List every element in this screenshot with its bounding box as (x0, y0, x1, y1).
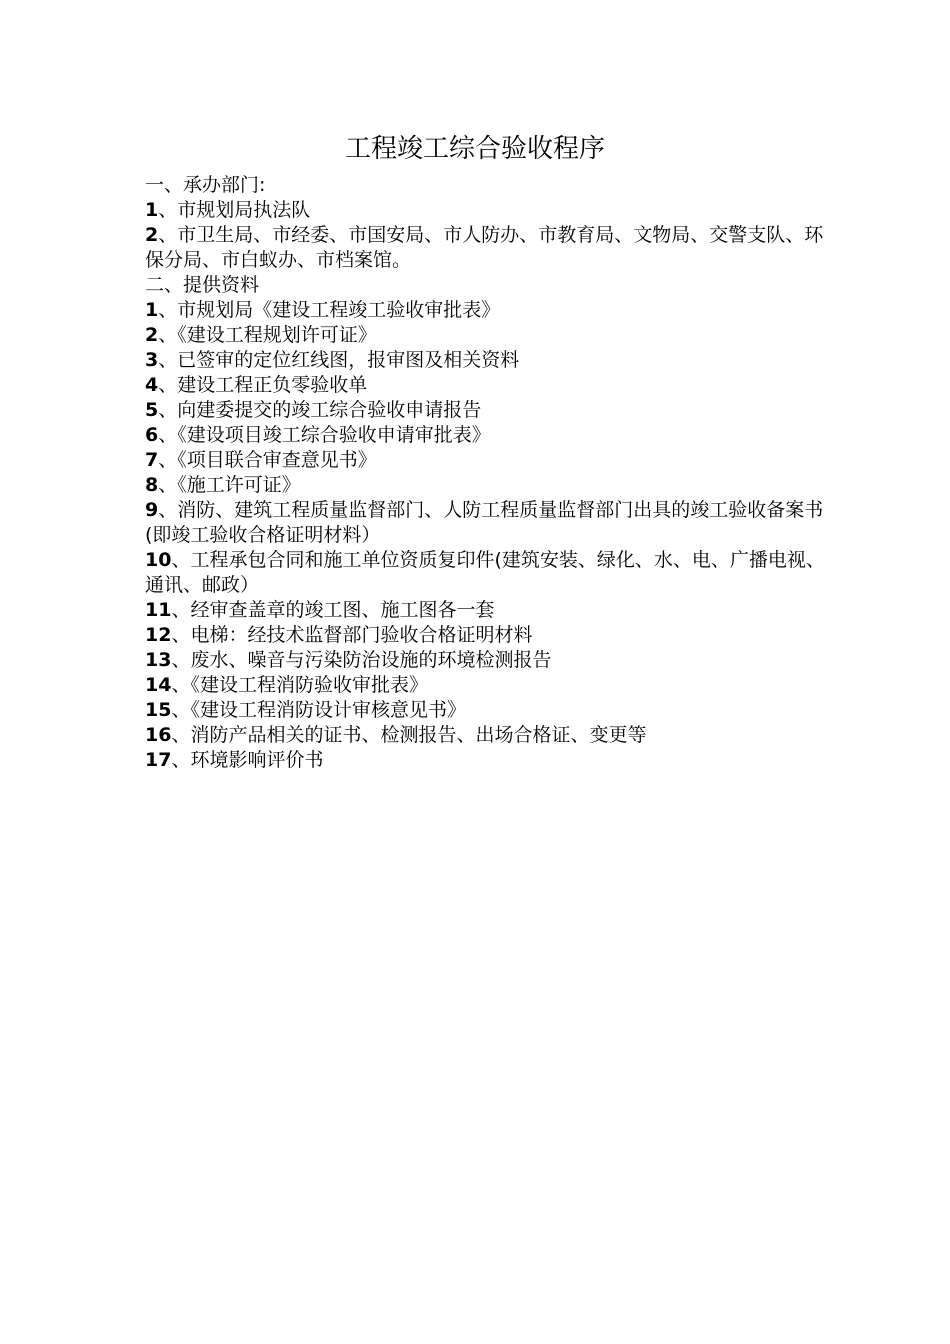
item-text: 、市卫生局、市经委、市国安局、市人防办、市教育局、文物局、交警支队、环保分局、市白蚁办、市档案馆。 (145, 224, 824, 271)
item-number: 9 (145, 499, 159, 521)
item-number: 5 (145, 399, 159, 421)
item-text: 、市规划局执法队 (158, 199, 311, 221)
list-item (145, 673, 835, 698)
item-number: 1 (145, 199, 159, 221)
item-text: 、《项目联合审查意见书》 (158, 449, 377, 471)
item-number: 3 (145, 349, 159, 371)
item-number: 16 (145, 724, 172, 746)
list-item (145, 623, 835, 648)
list-item (145, 723, 835, 748)
item-number: 17 (145, 749, 172, 771)
item-text: 、废水、噪音与污染防治设施的环境检测报告 (171, 649, 552, 671)
list-item (145, 348, 835, 373)
item-number: 2 (145, 224, 159, 246)
item-text: 、经审查盖章的竣工图、施工图各一套 (171, 599, 495, 621)
item-text: 、《建设项目竣工综合验收申请审批表》 (158, 424, 491, 446)
item-text: 、消防产品相关的证书、检测报告、出场合格证、变更等 (171, 724, 647, 746)
item-text: 、《建设工程消防验收审批表》 (171, 674, 428, 696)
item-number: 13 (145, 649, 172, 671)
list-item (145, 648, 835, 673)
list-item (145, 223, 835, 273)
item-number: 1 (145, 299, 159, 321)
item-text: 、《建设工程规划许可证》 (158, 324, 377, 346)
section1-list (145, 198, 835, 273)
list-item (145, 473, 835, 498)
item-number: 7 (145, 449, 159, 471)
item-text: 、向建委提交的竣工综合验收申请报告 (158, 399, 482, 421)
list-item (145, 323, 835, 348)
item-number: 11 (145, 599, 172, 621)
item-number: 2 (145, 324, 159, 346)
list-item (145, 448, 835, 473)
list-item (145, 598, 835, 623)
item-text: 、消防、建筑工程质量监督部门、人防工程质量监督部门出具的竣工验收备案书(即竣工验收合格证明材料） (145, 499, 824, 546)
list-item (145, 548, 835, 598)
list-item (145, 298, 835, 323)
list-item (145, 748, 835, 773)
section-heading: 二、提供资料 (145, 274, 260, 296)
item-text: 、工程承包合同和施工单位资质复印件(建筑安装、绿化、水、电、广播电视、通讯、邮政） (145, 549, 825, 596)
item-number: 4 (145, 374, 159, 396)
item-text: 、已签审的定位红线图，报审图及相关资料 (158, 349, 520, 371)
list-item (145, 198, 835, 223)
list-item (145, 498, 835, 548)
item-number: 10 (145, 549, 172, 571)
item-text: 、市规划局《建设工程竣工验收审批表》 (158, 299, 501, 321)
item-number: 15 (145, 699, 172, 721)
list-item (145, 373, 835, 398)
list-item (145, 698, 835, 723)
item-text: 、电梯：经技术监督部门验收合格证明材料 (171, 624, 533, 646)
document-body (145, 173, 835, 773)
item-number: 6 (145, 424, 159, 446)
list-item (145, 423, 835, 448)
item-number: 14 (145, 674, 172, 696)
section-heading: 一、承办部门: (145, 174, 266, 196)
item-text: 、建设工程正负零验收单 (158, 374, 368, 396)
list-item (145, 398, 835, 423)
item-text: 、《建设工程消防设计审核意见书》 (171, 699, 466, 721)
item-text: 、《施工许可证》 (158, 474, 301, 496)
document-title: 工程竣工综合验收程序 (344, 134, 605, 164)
item-number: 8 (145, 474, 159, 496)
item-number: 12 (145, 624, 172, 646)
item-text: 、环境影响评价书 (171, 749, 324, 771)
section2-list (145, 298, 835, 773)
